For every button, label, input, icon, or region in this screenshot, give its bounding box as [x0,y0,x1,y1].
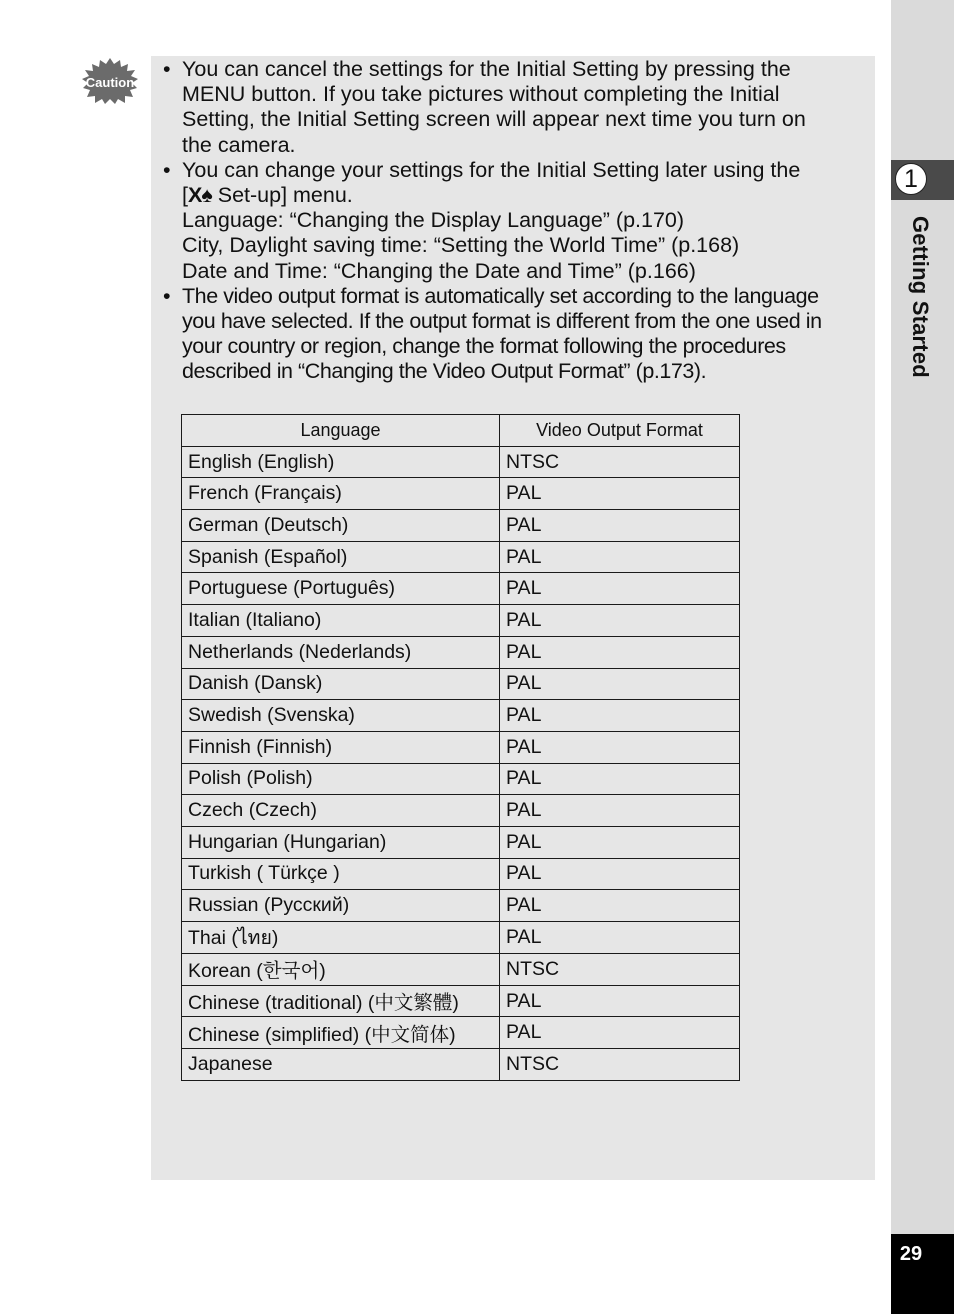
caution-icon [82,58,138,104]
note-line: • The video output format is automatically set according to the language [182,283,819,308]
note-line: Setting, the Initial Setting screen will appear next time you turn on [182,107,806,132]
language-cell: Japanese [182,1049,500,1081]
setup-menu-icon: X [187,183,202,208]
table-row [182,700,740,732]
table-row [182,890,740,922]
table-row [182,510,740,542]
note-line: described in “Changing the Video Output Format” (p.173). [182,359,707,384]
table-row [182,446,740,478]
language-cell: English (English) [182,446,500,478]
format-cell: NTSC [500,446,740,478]
format-cell: PAL [500,826,740,858]
table-row [182,985,740,1017]
format-cell: PAL [500,985,740,1017]
table-row [182,795,740,827]
format-cell: PAL [500,700,740,732]
caution-notes [158,57,868,385]
table-row [182,478,740,510]
setup-menu-text: Set-up] menu. [211,183,353,208]
note-line: • You can change your settings for the Initial Setting later using the [182,157,801,182]
format-cell: PAL [500,858,740,890]
table-row [182,573,740,605]
language-cell: Netherlands (Nederlands) [182,636,500,668]
setup-tool-icon: ♠ [201,183,212,208]
note-line: the camera. [182,132,296,157]
note-line: Date and Time: “Changing the Date and Time” (p.166) [182,258,696,283]
page-number: 29 [899,1243,923,1265]
language-cell: Portuguese (Português) [182,573,500,605]
language-cell: Chinese (simplified) (中文简体) [182,1017,500,1049]
language-cell: Hungarian (Hungarian) [182,826,500,858]
format-cell: PAL [500,731,740,763]
note-item [158,158,868,284]
format-cell: PAL [500,668,740,700]
table-row [182,1017,740,1049]
table-row [182,954,740,986]
format-cell: PAL [500,573,740,605]
table-row [182,541,740,573]
table-row [182,668,740,700]
language-cell: Spanish (Español) [182,541,500,573]
table-header-row [182,415,740,447]
language-cell: Russian (Русский) [182,890,500,922]
note-item [158,57,868,158]
format-cell: NTSC [500,1049,740,1081]
note-line: your country or region, change the format following the procedures [182,334,786,359]
note-line: you have selected. If the output format is different from the one used in [182,309,822,334]
language-cell: Korean (한국어) [182,954,500,986]
language-cell: Chinese (traditional) (中文繁體) [182,985,500,1017]
format-cell: PAL [500,636,740,668]
format-cell: PAL [500,922,740,954]
format-cell: PAL [500,795,740,827]
language-cell: Italian (Italiano) [182,605,500,637]
language-cell: French (Français) [182,478,500,510]
table-row [182,636,740,668]
table-row [182,826,740,858]
format-cell: PAL [500,890,740,922]
format-cell: PAL [500,510,740,542]
language-cell: German (Deutsch) [182,510,500,542]
table-row [182,922,740,954]
table-row [182,731,740,763]
language-cell: Finnish (Finnish) [182,731,500,763]
language-cell: Czech (Czech) [182,795,500,827]
note-line: MENU button. If you take pictures without completing the Initial [182,82,780,107]
format-cell: NTSC [500,954,740,986]
note-line: Language: “Changing the Display Language” (p.170) [182,208,685,233]
format-cell: PAL [500,605,740,637]
chapter-number: 1 [895,163,927,195]
language-cell: Danish (Dansk) [182,668,500,700]
language-format-table [181,414,740,1081]
format-cell: PAL [500,478,740,510]
bracket-text: [ [182,183,188,208]
language-cell: Turkish ( Türkçe ) [182,858,500,890]
table-row [182,763,740,795]
table-row [182,1049,740,1081]
header-video-output-format: Video Output Format [500,415,740,447]
note-line: City, Daylight saving time: “Setting the World Time” (p.168) [182,233,740,258]
format-cell: PAL [500,541,740,573]
note-item [158,284,868,385]
table-row [182,858,740,890]
header-language: Language [182,415,500,447]
language-cell: Polish (Polish) [182,763,500,795]
table-row [182,605,740,637]
note-line: • You can cancel the settings for the Initial Setting by pressing the [182,57,791,81]
note-line-setup [182,183,868,208]
caution-label: Caution [85,75,135,90]
format-cell: PAL [500,1017,740,1049]
chapter-title: Getting Started [908,216,933,378]
language-cell: Swedish (Svenska) [182,700,500,732]
language-cell: Thai (ไทย) [182,922,500,954]
format-cell: PAL [500,763,740,795]
